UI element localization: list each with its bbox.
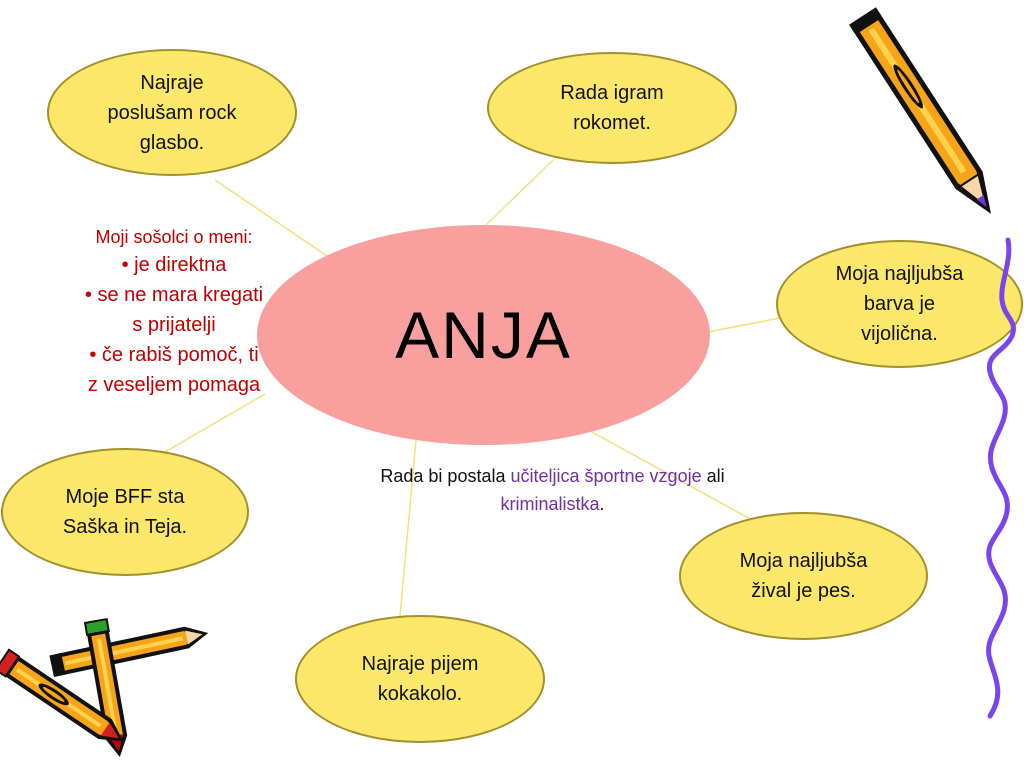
classmates-item: • se ne mara kregati s prijatelji [84,284,264,336]
bubble-animal-text: Moja najljubša žival je pes. [739,550,868,602]
career-middle: ali [701,466,725,486]
bubble-sport-text: Rada igram rokomet. [560,82,664,134]
connector-sport [483,160,553,228]
career-prefix: Rada bi postala [380,466,511,486]
career-suffix: . [599,494,605,514]
center-label: ANJA [395,298,572,372]
career-job-1: učiteljica športne vzgoje [510,466,702,486]
bubble-bff-text: Moje BFF sta Saška in Teja. [62,486,188,538]
bubble-color [776,240,1023,368]
connector-color [708,318,780,332]
bubble-animal [679,512,928,640]
classmates-heading: Moji sošolci o meni: [95,227,253,247]
bubble-music-text: Najraje poslušam rock glasbo. [107,71,237,154]
connector-bff [165,394,265,452]
career-text [345,462,760,518]
bubble-drink-text: Najraje pijem kokakolo. [361,653,479,705]
career-job-2: kriminalistka [500,494,600,514]
bubble-sport [487,52,737,164]
center-ellipse [257,225,710,445]
classmates-item: • če rabiš pomoč, ti z veseljem pomaga [87,344,261,396]
bubble-music [47,49,297,176]
classmates-block [52,224,296,400]
classmates-item: • je direktna [121,254,227,276]
bubble-drink [295,615,545,743]
bubble-bff [1,448,249,576]
bubble-color-text: Moja najljubša barva je vijolična. [835,263,964,345]
